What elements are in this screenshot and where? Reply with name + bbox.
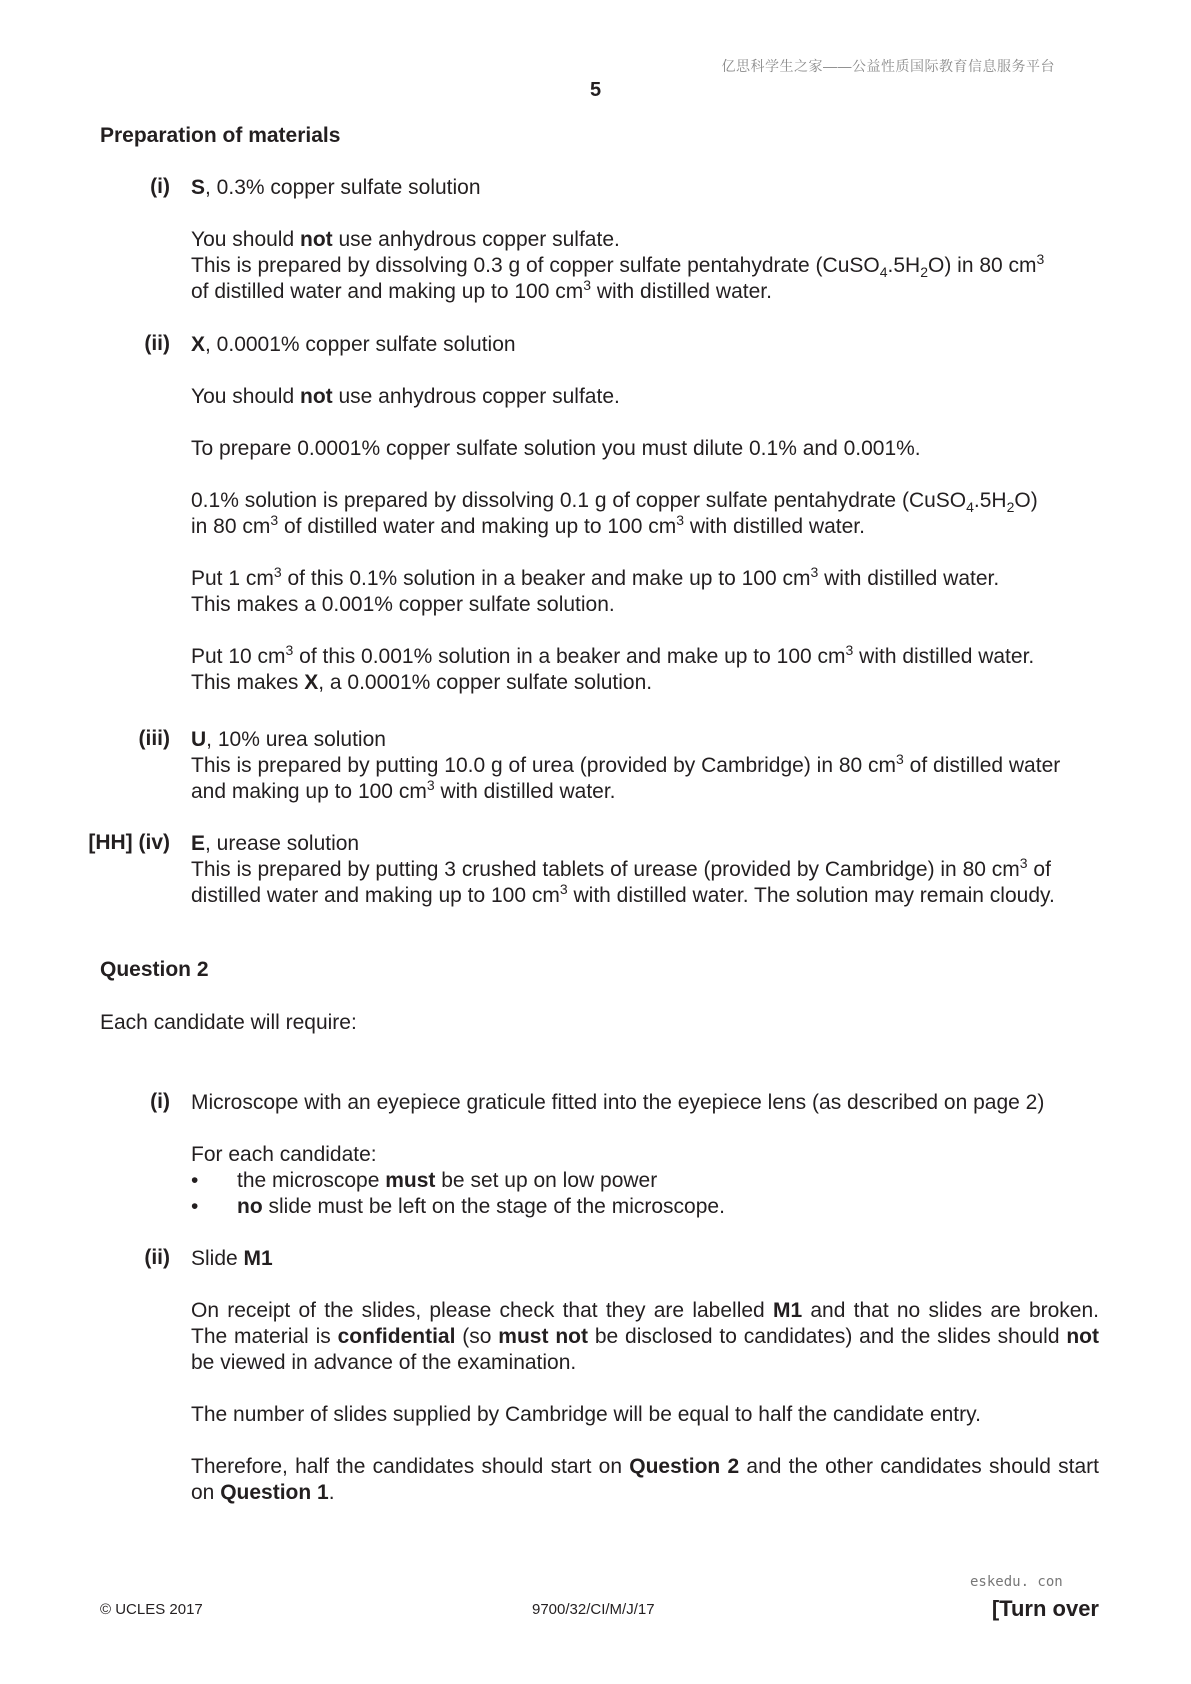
item-title-i: S, 0.3% copper sulfate solution	[191, 176, 481, 199]
q2-item-tag-ii: (ii)	[144, 1246, 170, 1269]
q2-item-ii-para-2: The number of slides supplied by Cambridge will be equal to half the candidate entry.	[191, 1403, 981, 1426]
item-tag-ii: (ii)	[144, 332, 170, 355]
section-heading-preparation: Preparation of materials	[100, 124, 341, 147]
item-i-paragraph: You should not use anhydrous copper sulfate. This is prepared by dissolving 0.3 g of copper sulfate pentahydrate $(CuSO_4.5H_2O)$ in 80 $cm^3$ of distilled water and making up to 100 $cm^3$ with distilled water.	[191, 228, 1045, 303]
turn-over-label: [Turn over	[991, 1596, 1099, 1621]
item-ii-para-4: Put 1 $cm^3$ of this 0.1% solution in a beaker and make up to 100 $cm^3$ with distilled water. This makes a 0.001% copper sulfate solution.	[191, 564, 1000, 616]
q2-item-ii-para-3: Therefore, half the candidates should start on Question 2 and the other candidates should start on Question 1.	[191, 1455, 1099, 1504]
header-watermark: 亿思科学生之家——公益性质国际教育信息服务平台	[721, 58, 1055, 74]
bullet-item: • the microscope must be set up on low power	[191, 1169, 658, 1192]
footer-paper-code: 9700/32/CI/M/J/17	[532, 1601, 655, 1618]
page-number: 5	[589, 79, 602, 101]
item-tag-iii: (iii)	[138, 727, 170, 750]
question-2-intro: Each candidate will require:	[100, 1011, 357, 1034]
item-iv-paragraph: E, urease solution This is prepared by putting 3 crushed tablets of urease (provided by Cambridge) in 80 $cm^3$ of distilled water and making up to 100 $cm^3$ with distilled water. The solution may remain cloudy.	[191, 832, 1055, 907]
item-ii-para-3: 0.1% solution is prepared by dissolving 0.1 g of copper sulfate pentahydrate $(CuSO_4.5H_2O)$ in 80 $cm^3$ of distilled water and making up to 100 $cm^3$ with distilled water.	[191, 489, 1038, 538]
q2-item-i-list: For each candidate: • the microscope must be set up on low power • no slide must be left on the stage of the microscope.	[191, 1142, 1099, 1220]
q2-item-i-text: Microscope with an eyepiece graticule fitted into the eyepiece lens (as described on page 2)	[191, 1091, 1045, 1114]
item-ii-para-1: You should not use anhydrous copper sulfate.	[191, 385, 620, 408]
q2-item-ii-title: Slide M1	[191, 1247, 273, 1270]
q2-item-tag-i: (i)	[150, 1090, 170, 1113]
item-ii-para-2: To prepare 0.0001% copper sulfate solution you must dilute 0.1% and 0.001%.	[191, 437, 921, 460]
item-ii-para-5: Put 10 $cm^3$ of this 0.001% solution in a beaker and make up to 100 $cm^3$ with distilled water. This makes X, a 0.0001% copper sulfate solution.	[191, 642, 1035, 694]
item-title-ii: X, 0.0001% copper sulfate solution	[191, 333, 516, 356]
item-iii-paragraph: U, 10% urea solution This is prepared by putting 10.0 g of urea (provided by Cambridge) in 80 $cm^3$ of distilled water and making up to 100 $cm^3$ with distilled water.	[191, 728, 1061, 803]
bullet-item: • no slide must be left on the stage of the microscope.	[191, 1195, 725, 1218]
section-heading-question-2: Question 2	[100, 958, 209, 981]
q2-item-ii-para-1: On receipt of the slides, please check that they are labelled M1 and that no slides are broken. The material is confidential (so must not be disclosed to candidates) and the slides should not be viewed in advance of the examination.	[191, 1299, 1100, 1374]
footer-site-mark: eskedu. con	[970, 1574, 1063, 1590]
item-tag-iv: [HH] (iv)	[88, 831, 170, 854]
footer-copyright: © UCLES 2017	[100, 1601, 203, 1618]
item-tag-i: (i)	[150, 175, 170, 198]
